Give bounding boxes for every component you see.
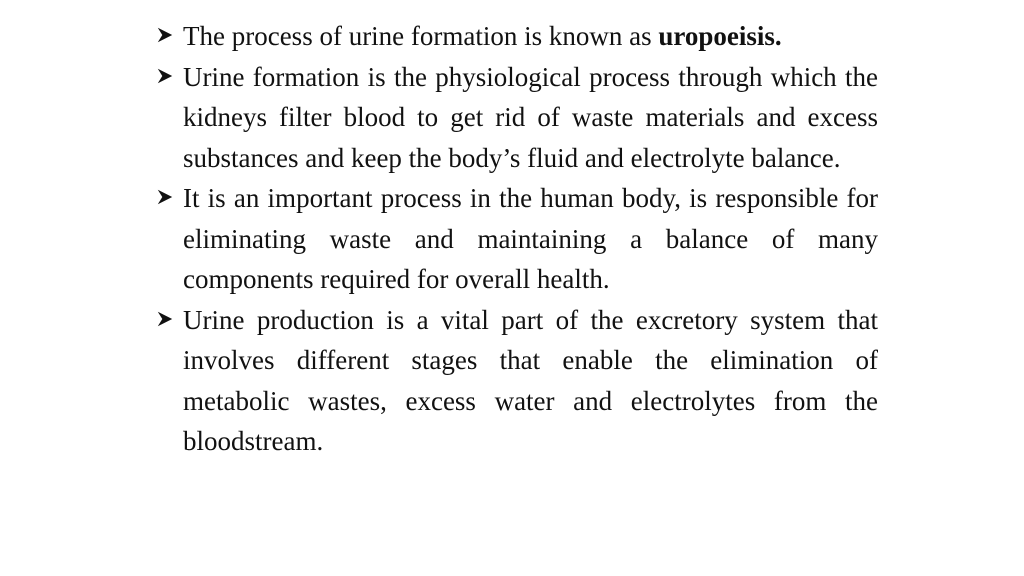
bullet-text-1-emphasis: uropoeisis. (658, 21, 782, 51)
arrowhead-bullet-icon (156, 300, 183, 341)
bullet-text-1 (183, 16, 878, 57)
bullet-text-1-plain: The process of urine formation is known as (183, 21, 659, 51)
bullet-text-3: It is an important process in the human body, is responsible for eliminating waste and maintaining a balance of many components required for overall health. (183, 183, 878, 294)
arrowhead-bullet-icon (156, 57, 183, 98)
bullet-item-4 (156, 300, 878, 462)
bullet-list (156, 16, 878, 462)
arrowhead-bullet-icon (156, 178, 183, 219)
bullet-item-2 (156, 57, 878, 179)
bullet-item-1 (156, 16, 878, 57)
bullet-text-4: Urine production is a vital part of the excretory system that involves different stages that enable the elimination of metabolic wastes, excess water and electrolytes from the bloodstream. (183, 304, 878, 456)
bullet-item-3 (156, 178, 878, 300)
arrowhead-bullet-icon (156, 16, 183, 57)
bullet-text-2: Urine formation is the physiological process through which the kidneys filter blood to get rid of waste materials and excess substances and keep the body’s fluid and electrolyte balance. (183, 61, 878, 173)
